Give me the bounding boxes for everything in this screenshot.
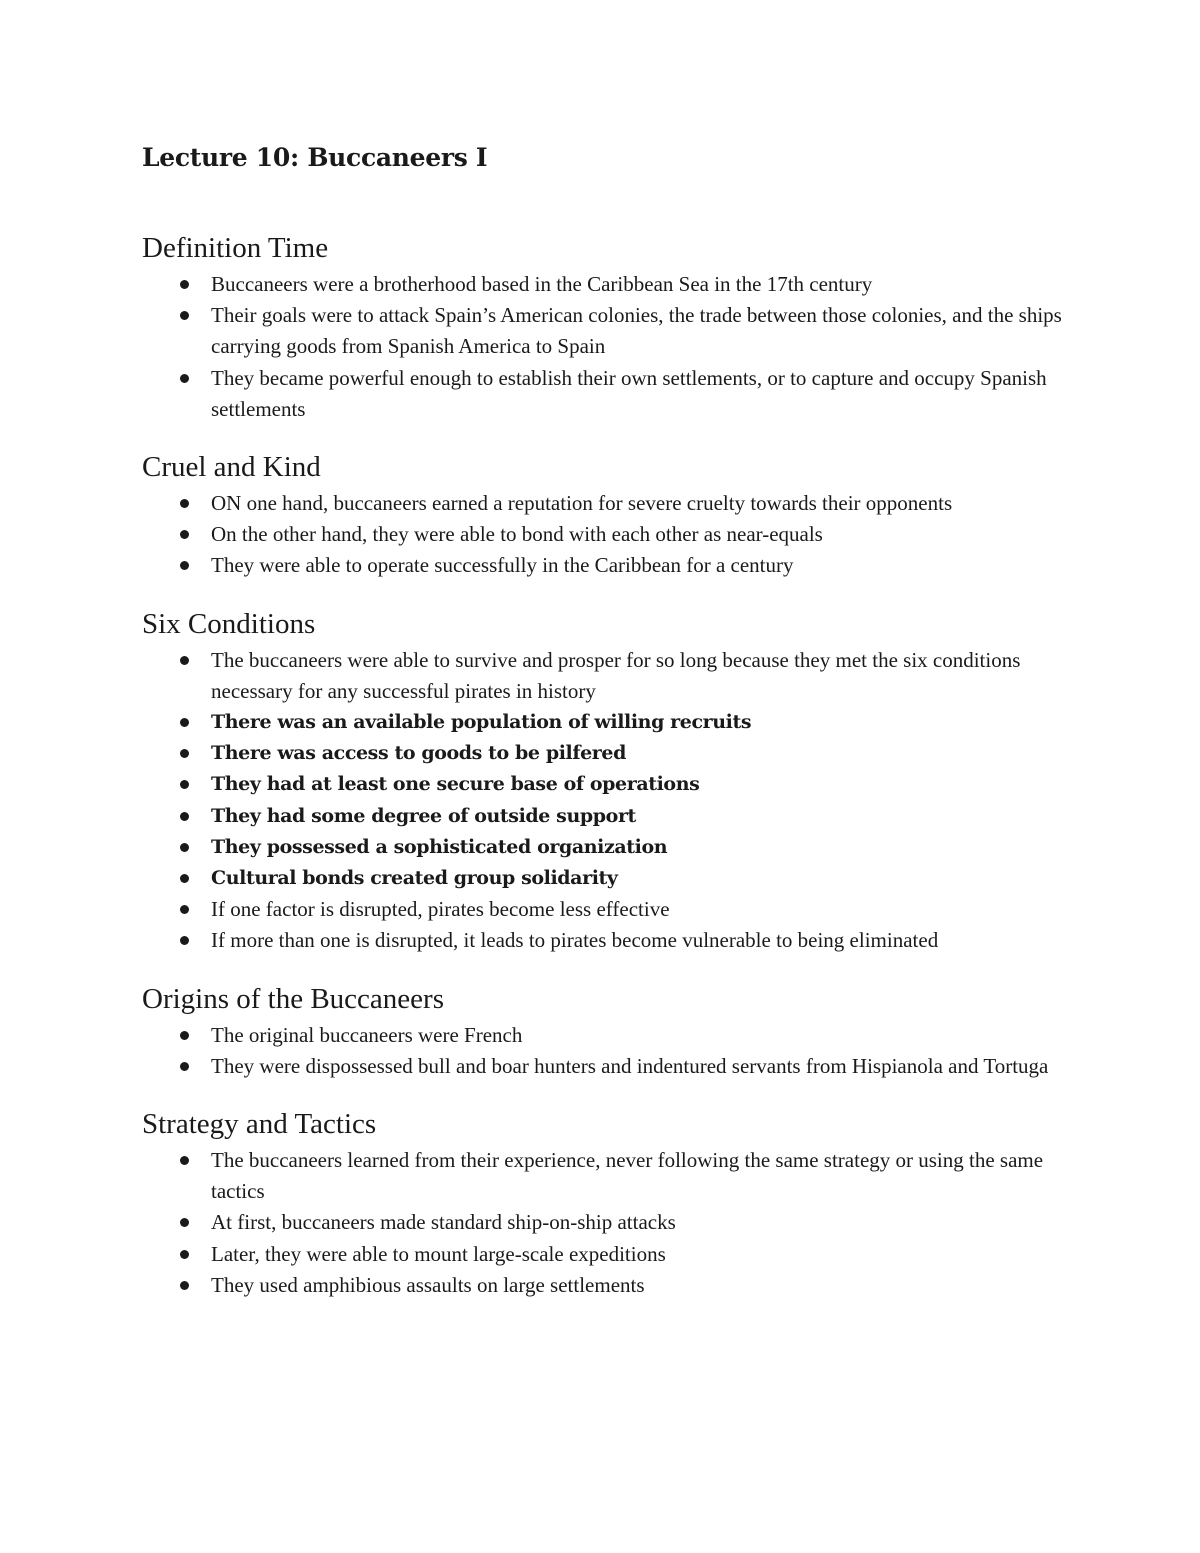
list-item-text: The buccaneers learned from their experience, never following the same strategy or using the same tactics bbox=[211, 1148, 1044, 1204]
list-item-text: They possessed a sophisticated organization bbox=[211, 835, 668, 858]
list-item-text: They had at least one secure base of operations bbox=[211, 773, 700, 796]
list-item-text: Later, they were able to mount large-scale expeditions bbox=[211, 1241, 666, 1266]
bullet-icon bbox=[180, 1062, 189, 1071]
document-title: Lecture 10: Buccaneers I bbox=[142, 143, 488, 172]
list-item-condition bbox=[142, 832, 1082, 863]
bullet-list bbox=[142, 269, 1082, 425]
section-heading: Definition Time bbox=[142, 232, 329, 264]
list-item-text: Buccaneers were a brotherhood based in the Caribbean Sea in the 17th century bbox=[211, 272, 873, 296]
list-item-condition bbox=[142, 801, 1082, 832]
bullet-icon bbox=[180, 1281, 189, 1290]
list-item-text: They became powerful enough to establish their own settlements, or to capture and occupy Spanish settlements bbox=[211, 365, 1047, 421]
bullet-icon bbox=[180, 1031, 189, 1040]
section-cruel-and-kind bbox=[142, 449, 1082, 582]
bullet-icon bbox=[180, 1250, 189, 1259]
bullet-list bbox=[142, 1020, 1082, 1082]
section-definition-time bbox=[142, 230, 1082, 425]
list-item bbox=[142, 488, 1082, 519]
list-item bbox=[142, 1207, 1082, 1238]
bullet-icon bbox=[180, 1218, 189, 1227]
list-item-text: They used amphibious assaults on large settlements bbox=[211, 1272, 645, 1297]
list-item bbox=[142, 645, 1082, 707]
list-item-text: ON one hand, buccaneers earned a reputation for severe cruelty towards their opponents bbox=[211, 491, 953, 516]
list-item bbox=[142, 300, 1082, 362]
bullet-icon bbox=[180, 749, 189, 758]
list-item-text: The original buccaneers were French bbox=[211, 1022, 523, 1047]
list-item-condition bbox=[142, 863, 1082, 894]
list-item-text: On the other hand, they were able to bond with each other as near-equals bbox=[211, 522, 823, 547]
list-item-text: The buccaneers were able to survive and prosper for so long because they met the six conditions necessary for any successful pirates in history bbox=[211, 647, 1021, 703]
list-item-text: They were able to operate successfully in the Caribbean for a century bbox=[211, 553, 794, 578]
bullet-icon bbox=[180, 280, 189, 289]
list-item bbox=[142, 925, 1082, 956]
list-item bbox=[142, 1239, 1082, 1270]
list-item bbox=[142, 269, 1082, 300]
list-item-text: They were dispossessed bull and boar hunters and indentured servants from Hispianola and Tortuga bbox=[211, 1053, 1049, 1078]
list-item bbox=[142, 894, 1082, 925]
list-item bbox=[142, 1145, 1082, 1207]
list-item-text: Their goals were to attack Spain’s American colonies, the trade between those colonies, and the ships carrying goods from Spanish America to Spain bbox=[211, 303, 1062, 359]
document-page bbox=[142, 138, 1082, 1325]
section-heading: Cruel and Kind bbox=[142, 451, 321, 484]
bullet-icon bbox=[180, 499, 189, 508]
section-heading: Six Conditions bbox=[142, 607, 316, 640]
bullet-icon bbox=[180, 780, 189, 789]
list-item-text: They had some degree of outside support bbox=[211, 804, 636, 827]
bullet-list bbox=[142, 488, 1082, 582]
section-origins bbox=[142, 981, 1082, 1082]
list-item bbox=[142, 1020, 1082, 1051]
list-item bbox=[142, 519, 1082, 550]
section-strategy-and-tactics bbox=[142, 1106, 1082, 1301]
list-item bbox=[142, 363, 1082, 425]
bullet-icon bbox=[180, 311, 189, 320]
list-item-text: If one factor is disrupted, pirates become less effective bbox=[211, 897, 670, 922]
list-item-text: There was access to goods to be pilfered bbox=[211, 742, 626, 765]
bullet-list bbox=[142, 1145, 1082, 1301]
list-item-condition bbox=[142, 707, 1082, 738]
list-item-text: At first, buccaneers made standard ship-on-ship attacks bbox=[211, 1210, 676, 1235]
bullet-icon bbox=[180, 561, 189, 570]
section-heading: Origins of the Buccaneers bbox=[142, 982, 444, 1015]
bullet-icon bbox=[180, 530, 189, 539]
bullet-icon bbox=[180, 374, 189, 383]
bullet-list bbox=[142, 645, 1082, 957]
bullet-icon bbox=[180, 936, 189, 945]
bullet-icon bbox=[180, 905, 189, 914]
list-item-text: If more than one is disrupted, it leads to pirates become vulnerable to being eliminated bbox=[211, 928, 939, 953]
list-item bbox=[142, 550, 1082, 581]
section-six-conditions bbox=[142, 606, 1082, 957]
bullet-icon bbox=[180, 718, 189, 727]
list-item-text: There was an available population of willing recruits bbox=[211, 711, 752, 734]
bullet-icon bbox=[180, 656, 189, 665]
bullet-icon bbox=[180, 1156, 189, 1165]
section-heading: Strategy and Tactics bbox=[142, 1108, 377, 1141]
bullet-icon bbox=[180, 812, 189, 821]
bullet-icon bbox=[180, 843, 189, 852]
bullet-icon bbox=[180, 874, 189, 883]
list-item-text: Cultural bonds created group solidarity bbox=[211, 867, 618, 890]
list-item bbox=[142, 1051, 1082, 1082]
list-item-condition bbox=[142, 738, 1082, 769]
list-item bbox=[142, 1270, 1082, 1301]
list-item-condition bbox=[142, 769, 1082, 800]
